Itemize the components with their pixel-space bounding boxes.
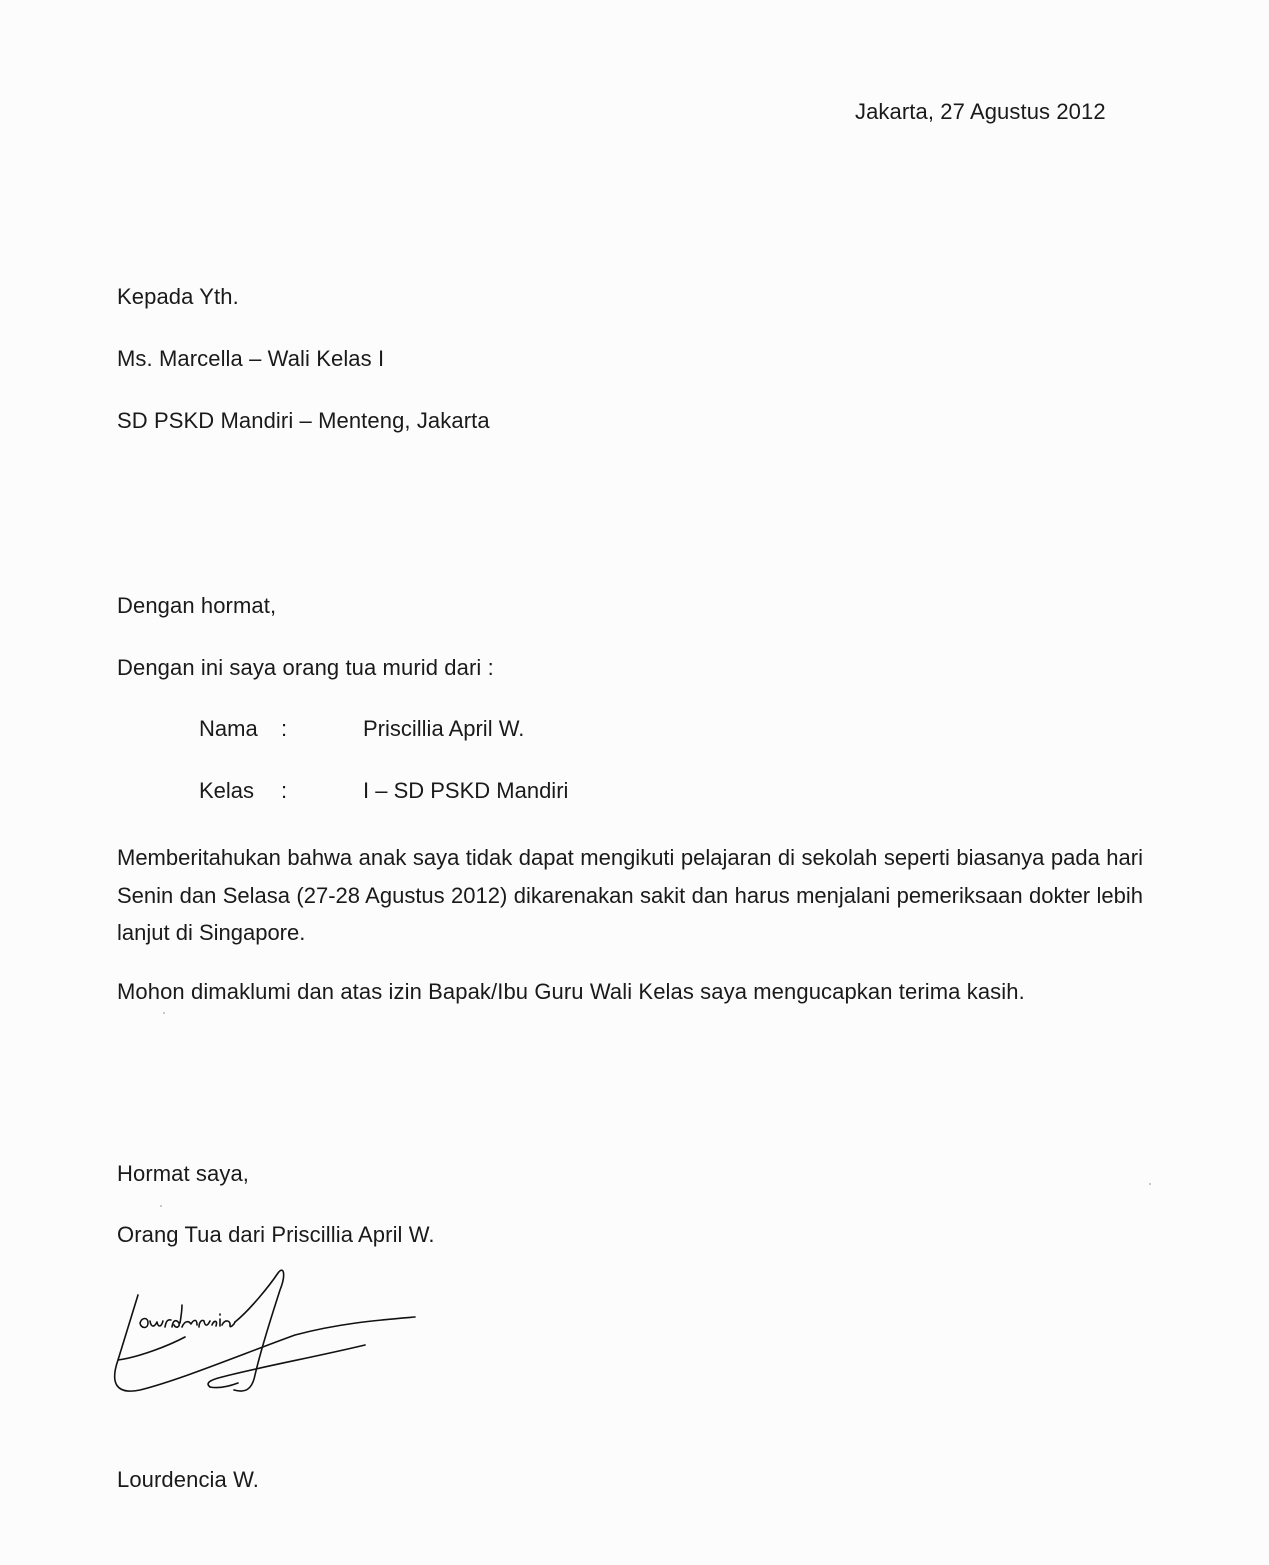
scan-speck [163, 1012, 165, 1014]
regards: Hormat saya, [117, 1161, 250, 1186]
recipient-school: SD PSKD Mandiri – Menteng, Jakarta [117, 408, 490, 433]
signer-role: Orang Tua dari Priscillia April W. [117, 1222, 435, 1247]
recipient-name: Ms. Marcella – Wali Kelas I [117, 346, 385, 371]
place-date: Jakarta, 27 Agustus 2012 [855, 99, 1106, 124]
field-label: Kelas [199, 778, 255, 803]
recipient-salutation: Kepada Yth. [117, 284, 239, 309]
intro-text: Dengan ini saya orang tua murid dari : [117, 655, 494, 680]
scan-speck [1149, 1183, 1151, 1185]
scan-speck [160, 1205, 162, 1207]
field-value: I – SD PSKD Mandiri [363, 778, 569, 803]
signer-name: Lourdencia W. [117, 1467, 259, 1492]
field-separator: : [281, 716, 288, 741]
field-value: Priscillia April W. [363, 716, 525, 741]
greeting: Dengan hormat, [117, 593, 277, 618]
body-paragraph: Memberitahukan bahwa anak saya tidak dapat mengikuti pelajaran di sekolah seperti biasanya pada hari Senin dan Selasa (27-28 Agustus 2012) dikarenakan sakit dan harus menjalani pemeriksaan dokter lebih lanjut di Singapore. [117, 845, 1143, 945]
signature [110, 1265, 430, 1405]
field-separator: : [281, 778, 288, 803]
field-label: Nama [199, 716, 258, 741]
closing-text: Mohon dimaklumi dan atas izin Bapak/Ibu Guru Wali Kelas saya mengucapkan terima kasih. [117, 979, 1025, 1004]
